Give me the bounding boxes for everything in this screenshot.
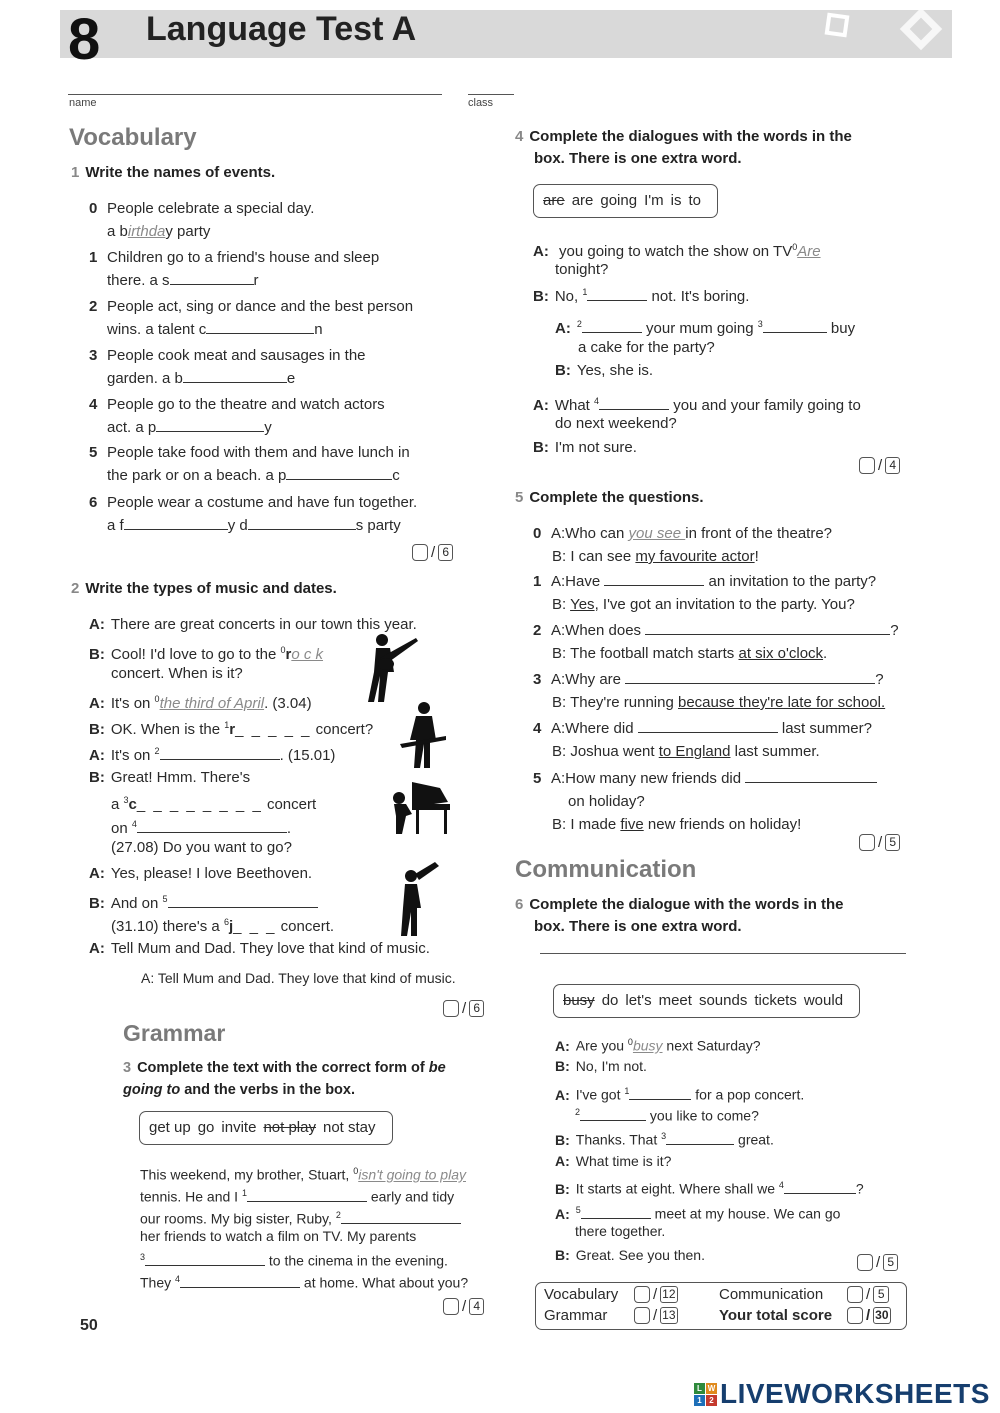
text-line: A: What $^4$ you and your family going to xyxy=(533,396,861,414)
word-option: sounds xyxy=(698,992,748,1009)
speaker-label: B: xyxy=(555,362,571,379)
example-answer: o c k xyxy=(291,646,324,663)
answer-blank[interactable] xyxy=(180,1274,300,1288)
score-summary-box xyxy=(535,1282,907,1330)
score-box[interactable] xyxy=(847,1307,863,1324)
example-answer: irthda xyxy=(127,223,166,240)
text-line: wins. a talent c n xyxy=(107,321,323,338)
word-option: get up xyxy=(149,1119,191,1136)
speaker-label: B: xyxy=(555,1131,570,1148)
speaker-label: A: xyxy=(555,1205,570,1222)
answer-blank[interactable] xyxy=(580,1107,646,1121)
text-line: A: There are great concerts in our town this year. xyxy=(89,616,417,633)
item-number: 4 xyxy=(778,1180,784,1190)
speaker-label: A: xyxy=(533,397,549,414)
item-number: 0 xyxy=(280,645,286,655)
text-line: do next weekend? xyxy=(555,415,677,432)
ex1-item: 5 People take food with them and have lunch in xyxy=(89,444,410,461)
communication-heading: Communication xyxy=(515,856,697,883)
example-answer: Are xyxy=(797,243,821,260)
text-line: B: Thanks. That $^3$ great. xyxy=(555,1131,774,1148)
word-option: I'm xyxy=(644,192,664,209)
answer-blank[interactable] xyxy=(784,1180,856,1194)
answer-blank[interactable] xyxy=(629,1086,691,1100)
class-input-line[interactable] xyxy=(468,94,514,95)
ex1-item: 6 People wear a costume and have fun together. xyxy=(89,494,418,511)
text-line: the park or on a beach. a p c xyxy=(107,467,400,484)
text-line: act. a p y xyxy=(107,419,272,436)
text-line: our rooms. My big sister, Ruby, $^2$ xyxy=(140,1204,461,1231)
score-box[interactable] xyxy=(634,1307,650,1324)
speaker-label: A: xyxy=(89,695,105,712)
text-line: A: $^2$ your mum going $^3$ buy xyxy=(555,319,856,337)
vocabulary-heading: Vocabulary xyxy=(69,124,197,151)
text-line: concert. When is it? xyxy=(111,665,243,682)
underlined-answer: because they're late for school. xyxy=(678,694,886,711)
answer-blank[interactable] xyxy=(286,466,392,480)
example-answer: you see xyxy=(628,525,686,542)
liveworksheets-logo: L W 1 2 LIVEWORKSHEETS xyxy=(694,1378,990,1410)
ex4-word-box xyxy=(533,184,718,218)
answer-blank[interactable] xyxy=(581,1205,651,1219)
item-number: 1 xyxy=(224,720,230,730)
ex1-item: 3 People cook meat and sausages in the xyxy=(89,347,366,364)
answer-blank[interactable] xyxy=(247,1188,367,1202)
text-line: B: OK. When is the $^1$r_ _ _ _ _ concert? xyxy=(89,720,374,738)
text-line: (31.10) there's a $^6$j_ _ _ concert. xyxy=(111,917,335,935)
text-line: a $^3$c_ _ _ _ _ _ _ _ concert xyxy=(111,795,317,813)
ex1-instruction: 1 Write the names of events. xyxy=(71,164,276,181)
score-box[interactable] xyxy=(847,1286,863,1303)
speaker-label: A: xyxy=(555,1086,570,1103)
word-option: let's xyxy=(625,992,652,1009)
text-line: B: Cool! I'd love to go to the $^0$ro c k xyxy=(89,645,324,663)
text-line: a f y d s party xyxy=(107,517,401,534)
speaker-label: B: xyxy=(89,721,105,738)
speaker-label: B: xyxy=(533,439,549,456)
ex6-score: / 5 xyxy=(857,1254,898,1271)
answer-blank[interactable] xyxy=(137,819,287,833)
item-number: 3 xyxy=(757,319,763,329)
logo-grid-icon: L W 1 2 xyxy=(694,1383,717,1406)
text-line: B: And on $^5$ xyxy=(89,888,318,915)
speaker-label: A: xyxy=(89,747,105,764)
text-line: (27.08) Do you want to go? xyxy=(111,839,292,856)
item-number: 6 xyxy=(223,917,229,927)
grammar-heading: Grammar xyxy=(123,1020,226,1046)
item-number: 0 xyxy=(627,1037,633,1047)
word-option: going xyxy=(600,192,638,209)
ex6-instruction: 6 Complete the dialogue with the words in the box. There is one extra word. xyxy=(515,896,844,935)
page-title: Language Test A xyxy=(146,10,417,48)
underlined-answer: at six o'clock xyxy=(738,645,824,662)
speaker-label: A: xyxy=(555,1037,570,1054)
letter-blanks[interactable]: _ _ _ _ _ _ _ _ xyxy=(136,796,263,813)
ex1-item: 4 People go to the theatre and watch actors xyxy=(89,396,385,413)
speaker-label: A: xyxy=(555,1153,570,1169)
text-line: A: $^5$ meet at my house. We can go xyxy=(555,1205,841,1222)
letter-blanks[interactable]: _ _ _ _ _ xyxy=(235,721,312,738)
answer-blank[interactable] xyxy=(160,746,280,760)
text-line: B: Joshua went to England last summer. xyxy=(552,743,820,760)
ex3-instruction: 3 Complete the text with the correct form of be going to and the verbs in the box. xyxy=(123,1060,446,1098)
ex1-item: 2 People act, sing or dance and the best person xyxy=(89,298,414,315)
answer-blank[interactable] xyxy=(582,319,642,333)
score-box[interactable] xyxy=(443,1298,459,1315)
text-line: B: The football match starts at six o'clock. xyxy=(552,645,828,662)
word-option: are xyxy=(543,192,565,209)
text-line: A: What time is it? xyxy=(555,1153,672,1169)
score-box[interactable] xyxy=(859,457,875,474)
word-option: not stay xyxy=(322,1119,376,1136)
communication-total: Communication / 5 xyxy=(719,1286,889,1303)
item-number: 2 xyxy=(335,1210,341,1220)
score-box[interactable] xyxy=(443,1000,459,1017)
example-answer: isn't going to play xyxy=(358,1166,466,1183)
word-option: is xyxy=(670,192,682,209)
text-line: $^2$ you like to come? xyxy=(575,1107,759,1124)
answer-blank[interactable] xyxy=(206,320,314,334)
text-line: B: They're running because they're late for school. xyxy=(552,694,886,711)
speaker-label: B: xyxy=(555,1247,570,1263)
speaker-label: B: xyxy=(89,895,105,912)
text-line: B: Great. See you then. xyxy=(555,1247,705,1263)
name-label: name xyxy=(69,97,97,109)
text-line: 0 A:Who can you see in front of the theatre? xyxy=(533,525,833,542)
answer-blank[interactable] xyxy=(666,1131,734,1145)
ex2-score: / 6 xyxy=(443,1000,484,1017)
text-line: 2 A:When does ? xyxy=(533,622,899,639)
item-number: 0 xyxy=(353,1166,359,1176)
word-option: to xyxy=(688,192,701,209)
unit-number: 8 xyxy=(68,7,101,72)
letter-blanks[interactable]: _ _ _ xyxy=(233,918,277,935)
ex4-instruction: 4 Complete the dialogues with the words in the box. There is one extra word. xyxy=(515,128,852,167)
score-box[interactable] xyxy=(412,544,428,561)
item-number: 3 xyxy=(661,1131,667,1141)
speaker-label: B: xyxy=(89,646,105,663)
pianist-icon xyxy=(390,780,452,836)
text-line: 5 A:How many new friends did xyxy=(533,767,877,790)
answer-blank[interactable] xyxy=(599,396,669,410)
example-answer: busy xyxy=(632,1037,663,1054)
word-option: do xyxy=(601,992,619,1009)
ex2-instruction: 2 Write the types of music and dates. xyxy=(71,580,337,597)
speaker-label: A: xyxy=(555,320,571,337)
speaker-label: A: xyxy=(89,940,105,957)
divider xyxy=(540,953,906,954)
ex1-item: 1 Children go to a friend's house and sleep xyxy=(89,249,380,266)
item-number: 1 xyxy=(582,287,588,297)
score-box[interactable] xyxy=(634,1286,650,1303)
jazz-trumpeter-icon xyxy=(395,860,443,938)
text-line: A: It's on $^0$the third of April. (3.04) xyxy=(89,694,312,712)
text-line: her friends to watch a film on TV. My parents xyxy=(140,1228,417,1244)
text-line: on holiday? xyxy=(568,793,645,810)
text-line: a cake for the party? xyxy=(578,339,715,356)
speaker-label: A: xyxy=(89,616,105,633)
text-line: A: Tell Mum and Dad. They love that kind of music. xyxy=(89,940,430,957)
ex1-score: / 6 xyxy=(412,544,453,561)
text-line: B: I'm not sure. xyxy=(533,439,637,456)
underlined-answer: five xyxy=(620,816,644,833)
text-line: B: Yes, I've got an invitation to the party. You? xyxy=(552,596,855,613)
answer-blank[interactable] xyxy=(763,319,827,333)
answer-blank[interactable] xyxy=(341,1210,461,1224)
text-line: A: Yes, please! I love Beethoven. xyxy=(89,865,313,882)
answer-blank[interactable] xyxy=(156,418,264,432)
word-option: busy xyxy=(563,992,595,1009)
answer-blank[interactable] xyxy=(170,271,254,285)
example-answer: the third of April xyxy=(159,695,265,712)
word-option: tickets xyxy=(754,992,797,1009)
word-option: not play xyxy=(263,1119,316,1136)
text-line: B: Great! Hmm. There's xyxy=(89,769,251,786)
text-line: A: I've got $^1$ for a pop concert. xyxy=(555,1086,805,1103)
item-number: 1 xyxy=(241,1188,247,1198)
text-line: A: you going to watch the show on $TV^0Are$ xyxy=(533,242,821,260)
text-line: A: It's on $^2$ . (15.01) xyxy=(89,746,336,764)
text-line: tonight? xyxy=(555,261,609,278)
word-option: meet xyxy=(658,992,692,1009)
answer-blank[interactable] xyxy=(625,670,875,684)
text-line: 1 A:Have an invitation to the party? xyxy=(533,573,877,590)
ex3-score: / 4 xyxy=(443,1298,484,1315)
speaker-label: B: xyxy=(555,1180,570,1197)
grammar-total: Grammar / 13 xyxy=(544,1307,676,1324)
text-line: $^3$ to the cinema in the evening. xyxy=(140,1252,448,1269)
class-label: class xyxy=(468,97,494,109)
item-number: 4 xyxy=(131,819,137,829)
text-line: They $^4$ at home. What about you? xyxy=(140,1274,469,1291)
text-line: A: Are you $^0$busy next Saturday? xyxy=(555,1037,761,1054)
speaker-label: B: xyxy=(533,288,549,305)
ex5-score: / 5 xyxy=(859,834,900,851)
header-square-icon xyxy=(825,13,850,38)
ex6-word-box xyxy=(553,984,860,1018)
item-number: 1 xyxy=(624,1086,630,1096)
word-option: would xyxy=(803,992,844,1009)
underlined-answer: Yes xyxy=(570,596,595,613)
rock-guitarist-icon xyxy=(362,632,420,708)
answer-blank[interactable] xyxy=(745,769,877,783)
speaker-label: A: xyxy=(533,243,549,260)
vocabulary-total: Vocabulary / 12 xyxy=(544,1286,676,1303)
ex4-score: / 4 xyxy=(859,457,900,474)
score-box[interactable] xyxy=(859,834,875,851)
text-line: B: No, I'm not. xyxy=(555,1058,647,1074)
text-line: garden. a b e xyxy=(107,370,296,387)
item-number: 2 xyxy=(575,1107,581,1117)
speaker-label: B: xyxy=(555,1058,570,1074)
total-score: Your total score / 30 xyxy=(719,1307,889,1324)
text-line: This weekend, my brother, Stuart, $^0$isn't going to play xyxy=(140,1166,466,1183)
ex2-repeat-line: A: Tell Mum and Dad. They love that kind of music. xyxy=(141,970,456,986)
page-number: 50 xyxy=(80,1317,98,1334)
answer-blank[interactable] xyxy=(248,516,356,530)
text-line: there. a s r xyxy=(107,272,259,289)
item-number: 5 xyxy=(162,894,168,904)
item-number: 0 xyxy=(792,242,798,252)
name-input-line[interactable] xyxy=(68,94,442,95)
text-line: on $^4$ . xyxy=(111,819,292,837)
ex3-word-box xyxy=(139,1111,393,1145)
ex5-instruction: 5 Complete the questions. xyxy=(515,489,704,506)
answer-blank[interactable] xyxy=(124,516,228,530)
item-number: 5 xyxy=(575,1205,581,1215)
speaker-label: A: xyxy=(89,865,105,882)
text-line: a birthday party xyxy=(107,223,211,240)
item-number: 2 xyxy=(154,746,160,756)
text-line: 3 A:Why are ? xyxy=(533,671,884,688)
answer-blank[interactable] xyxy=(645,621,890,635)
item-number: 4 xyxy=(175,1274,181,1284)
answer-blank[interactable] xyxy=(183,369,287,383)
text-line: B: I can see my favourite actor! xyxy=(552,548,759,565)
word-option: go xyxy=(197,1119,215,1136)
underlined-answer: my favourite actor xyxy=(635,548,755,565)
item-number: 0 xyxy=(154,694,160,704)
word-option: invite xyxy=(221,1119,257,1136)
score-box[interactable] xyxy=(857,1254,873,1271)
underlined-answer: to England xyxy=(658,743,731,760)
text-line: there together. xyxy=(575,1223,666,1239)
speaker-label: B: xyxy=(89,769,105,786)
rock-singer-icon xyxy=(400,700,448,770)
text-line: B: It starts at eight. Where shall we $^4$ ? xyxy=(555,1180,864,1197)
answer-blank[interactable] xyxy=(168,894,318,908)
text-line: B: I made five new friends on holiday! xyxy=(552,816,802,833)
answer-blank[interactable] xyxy=(145,1252,265,1266)
item-number: 3 xyxy=(140,1252,146,1262)
text-line: 4 A:Where did last summer? xyxy=(533,720,872,737)
answer-blank[interactable] xyxy=(587,287,647,301)
word-option: are xyxy=(571,192,594,209)
answer-blank[interactable] xyxy=(604,572,704,586)
text-line: B: Yes, she is. xyxy=(555,362,653,379)
item-number: 3 xyxy=(123,795,129,805)
text-line: B: No, $^1$ not. It's boring. xyxy=(533,287,750,305)
item-number: 4 xyxy=(594,396,600,406)
text-line: tennis. He and I $^1$ early and tidy xyxy=(140,1188,455,1205)
ex1-item: 0 People celebrate a special day. xyxy=(89,200,315,217)
item-number: 2 xyxy=(576,319,582,329)
answer-blank[interactable] xyxy=(638,719,778,733)
